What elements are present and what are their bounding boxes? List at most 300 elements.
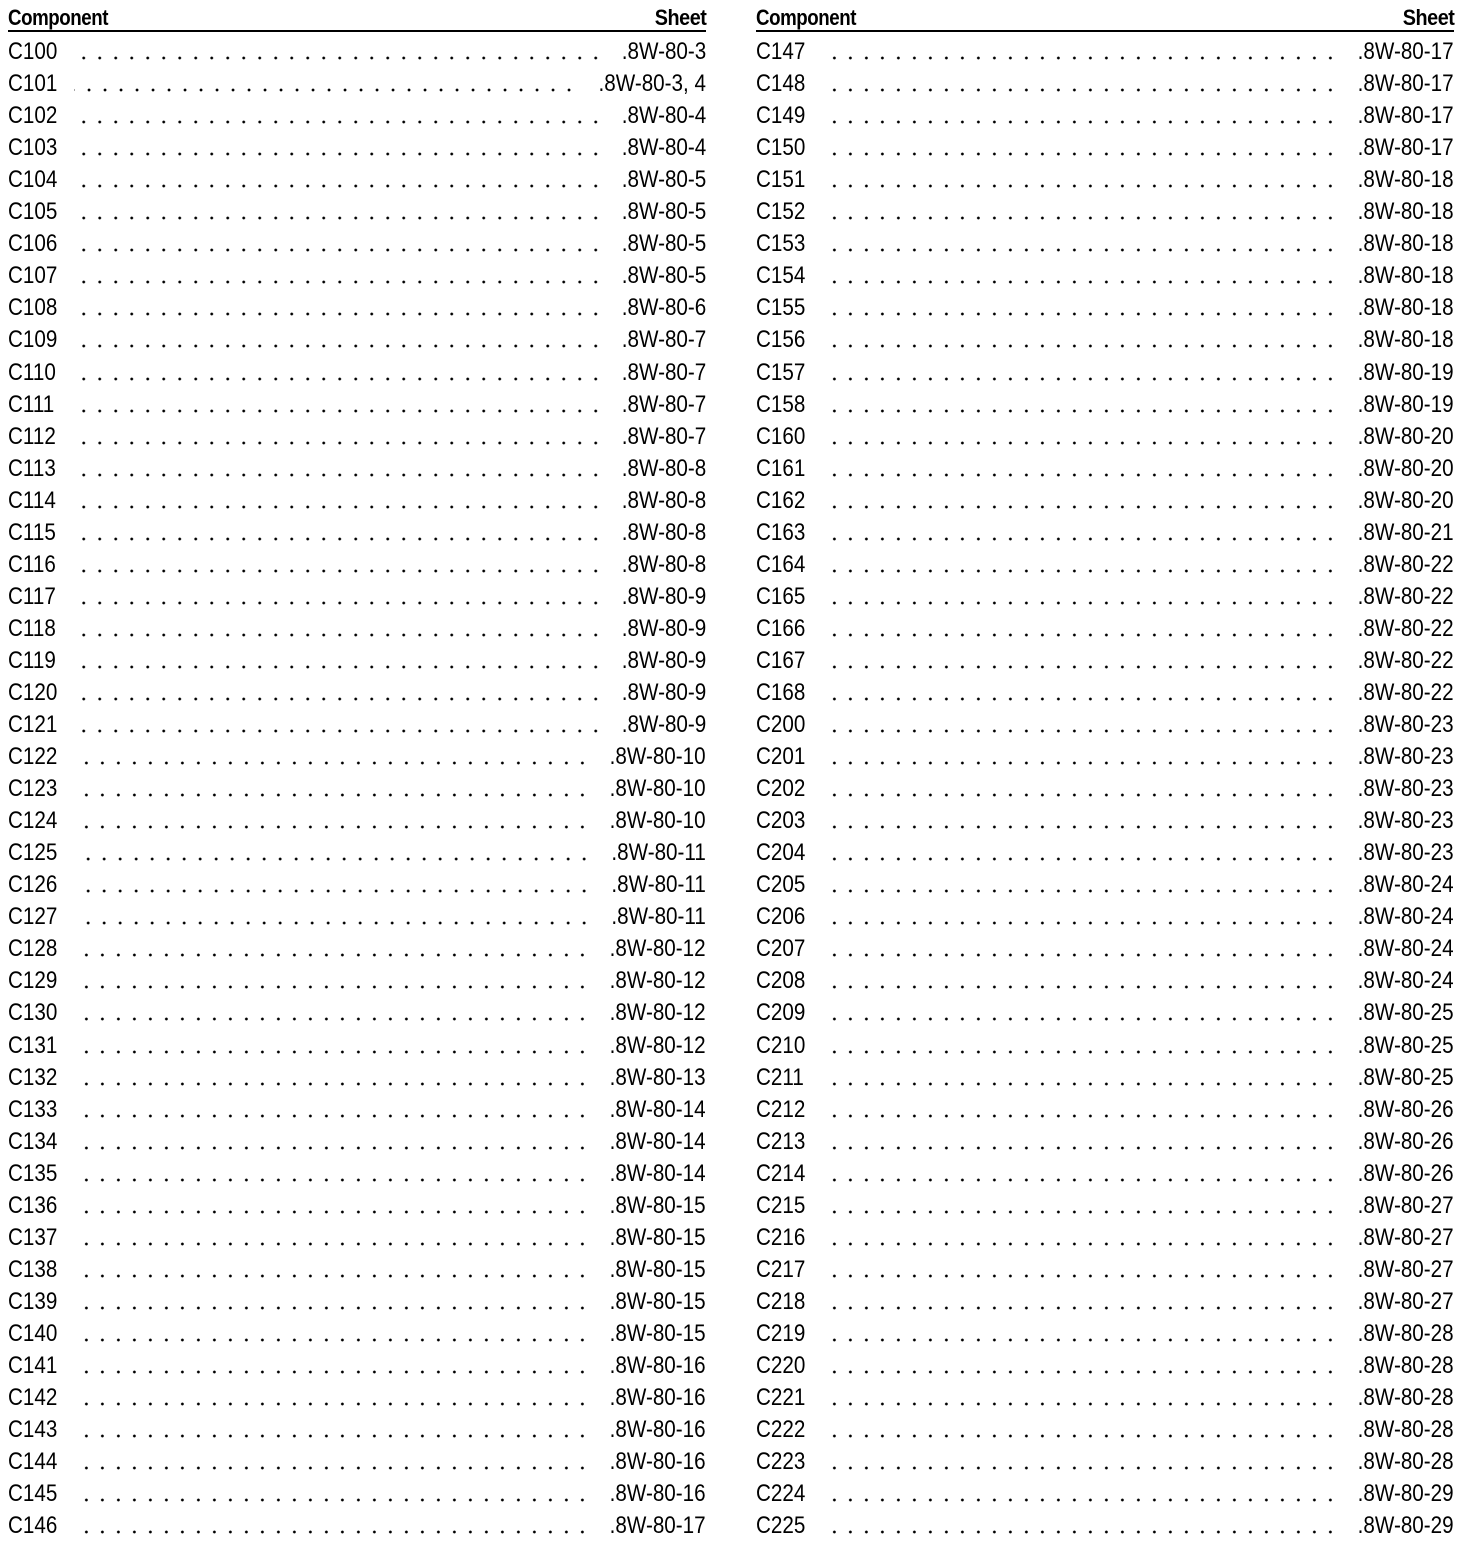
dot-leader: [74, 1082, 590, 1086]
sheet-reference: .8W-80-22: [1358, 646, 1454, 674]
index-row: [8, 803, 706, 835]
sheet-reference: .8W-80-23: [1358, 711, 1454, 739]
index-row: [756, 419, 1454, 451]
sheet-reference: .8W-80-20: [1358, 486, 1454, 514]
sheet-reference: .8W-80-29: [1358, 1512, 1454, 1540]
sheet-reference: .8W-80-8: [621, 518, 706, 546]
sheet-reference: .8W-80-12: [610, 967, 706, 995]
component-id: C106: [8, 230, 58, 258]
sheet-reference: .8W-80-24: [1358, 903, 1454, 931]
component-id: C203: [756, 807, 806, 835]
component-id: C167: [756, 646, 806, 674]
sheet-reference: .8W-80-6: [621, 294, 706, 322]
index-row: [8, 387, 706, 419]
component-id: C138: [8, 1255, 58, 1283]
dot-leader: [74, 537, 604, 541]
index-row: [756, 611, 1454, 643]
right-component-list: [756, 34, 1454, 1540]
component-id: C162: [756, 486, 806, 514]
sheet-reference: .8W-80-21: [1358, 518, 1454, 546]
component-id: C214: [756, 1159, 806, 1187]
dot-leader: [822, 665, 1338, 669]
sheet-reference: .8W-80-14: [610, 1095, 706, 1123]
sheet-reference: .8W-80-22: [1358, 582, 1454, 610]
index-row: [756, 1316, 1454, 1348]
component-id: C205: [756, 871, 806, 899]
component-id: C117: [8, 582, 56, 610]
sheet-reference: .8W-80-7: [621, 390, 706, 418]
component-id: C129: [8, 967, 58, 995]
dot-leader: [822, 1306, 1338, 1310]
sheet-reference: .8W-80-18: [1358, 198, 1454, 226]
sheet-reference: .8W-80-14: [610, 1127, 706, 1155]
dot-leader: [822, 505, 1338, 509]
component-id: C121: [8, 711, 58, 739]
index-row: [756, 1252, 1454, 1284]
index-row: [8, 1252, 706, 1284]
dot-leader: [74, 1017, 590, 1021]
component-id: C127: [8, 903, 58, 931]
sheet-reference: .8W-80-15: [610, 1223, 706, 1251]
component-id: C128: [8, 935, 58, 963]
sheet-reference: .8W-80-23: [1358, 775, 1454, 803]
dot-leader: [74, 1530, 590, 1534]
index-row: [756, 1092, 1454, 1124]
index-row: [8, 515, 706, 547]
dot-leader: [74, 1146, 590, 1150]
component-id: C124: [8, 807, 58, 835]
sheet-reference: .8W-80-25: [1358, 999, 1454, 1027]
index-row: [8, 1060, 706, 1092]
sheet-reference: .8W-80-9: [621, 646, 706, 674]
index-row: [756, 1156, 1454, 1188]
sheet-reference: .8W-80-7: [621, 326, 706, 354]
dot-leader: [822, 1114, 1338, 1118]
dot-leader: [74, 1178, 590, 1182]
component-id: C136: [8, 1191, 58, 1219]
component-id: C105: [8, 198, 58, 226]
sheet-reference: .8W-80-18: [1358, 166, 1454, 194]
dot-leader: [74, 248, 604, 252]
component-id: C109: [8, 326, 58, 354]
dot-leader: [822, 601, 1338, 605]
dot-leader: [74, 857, 592, 861]
dot-leader: [822, 152, 1338, 156]
component-id: C168: [756, 678, 806, 706]
component-id: C103: [8, 134, 58, 162]
sheet-reference: .8W-80-22: [1358, 678, 1454, 706]
dot-leader: [74, 1210, 590, 1214]
dot-leader: [74, 1338, 590, 1342]
dot-leader: [822, 56, 1338, 60]
component-id: C224: [756, 1480, 806, 1508]
sheet-reference: .8W-80-16: [610, 1480, 706, 1508]
sheet-reference: .8W-80-3: [621, 38, 706, 66]
dot-leader: [74, 152, 604, 156]
sheet-reference: .8W-80-11: [611, 903, 706, 931]
component-id: C139: [8, 1287, 58, 1315]
dot-leader: [74, 280, 604, 284]
index-row: [8, 1380, 706, 1412]
index-row: [8, 611, 706, 643]
index-row: [756, 1348, 1454, 1380]
dot-leader: [822, 1498, 1338, 1502]
sheet-reference: .8W-80-23: [1358, 743, 1454, 771]
sheet-reference: .8W-80-5: [621, 262, 706, 290]
sheet-reference: .8W-80-10: [610, 743, 706, 771]
sheet-reference: .8W-80-9: [621, 582, 706, 610]
sheet-reference: .8W-80-15: [610, 1191, 706, 1219]
sheet-reference: .8W-80-8: [621, 454, 706, 482]
index-row: [756, 34, 1454, 66]
sheet-header: Sheet: [1402, 5, 1454, 30]
index-row: [8, 483, 706, 515]
dot-leader: [74, 120, 604, 124]
dot-leader: [74, 761, 590, 765]
sheet-reference: .8W-80-23: [1358, 807, 1454, 835]
component-id: C215: [756, 1191, 806, 1219]
sheet-reference: .8W-80-15: [610, 1319, 706, 1347]
dot-leader: [822, 280, 1338, 284]
index-row: [756, 1508, 1454, 1540]
index-row: [756, 258, 1454, 290]
dot-leader: [822, 184, 1338, 188]
component-id: C135: [8, 1159, 58, 1187]
dot-leader: [74, 409, 604, 413]
dot-leader: [822, 1434, 1338, 1438]
dot-leader: [822, 1050, 1338, 1054]
sheet-reference: .8W-80-17: [1358, 38, 1454, 66]
dot-leader: [74, 1498, 590, 1502]
index-row: [8, 1124, 706, 1156]
index-row: [8, 98, 706, 130]
right-column: [756, 2, 1454, 1540]
sheet-reference: .8W-80-28: [1358, 1384, 1454, 1412]
sheet-reference: .8W-80-11: [611, 839, 706, 867]
sheet-reference: .8W-80-5: [621, 230, 706, 258]
sheet-reference: .8W-80-26: [1358, 1095, 1454, 1123]
component-id: C209: [756, 999, 806, 1027]
component-id: C100: [8, 38, 58, 66]
component-id: C148: [756, 70, 806, 98]
index-row: [756, 1444, 1454, 1476]
component-id: C155: [756, 294, 806, 322]
index-row: [756, 66, 1454, 98]
dot-leader: [822, 985, 1338, 989]
component-id: C120: [8, 678, 58, 706]
index-row: [756, 963, 1454, 995]
index-row: [756, 1060, 1454, 1092]
dot-leader: [74, 921, 592, 925]
sheet-reference: .8W-80-9: [621, 711, 706, 739]
sheet-reference: .8W-80-4: [621, 134, 706, 162]
sheet-reference: .8W-80-13: [610, 1063, 706, 1091]
index-row: [756, 290, 1454, 322]
sheet-reference: .8W-80-10: [610, 807, 706, 835]
left-column: [8, 2, 706, 1540]
component-id: C216: [756, 1223, 806, 1251]
index-row: [756, 515, 1454, 547]
component-id: C143: [8, 1416, 58, 1444]
index-row: [756, 483, 1454, 515]
index-row: [8, 899, 706, 931]
component-id: C200: [756, 711, 806, 739]
dot-leader: [74, 793, 590, 797]
index-row: [8, 162, 706, 194]
dot-leader: [822, 1146, 1338, 1150]
component-id: C207: [756, 935, 806, 963]
component-id: C119: [8, 646, 56, 674]
sheet-reference: .8W-80-16: [610, 1448, 706, 1476]
component-id: C102: [8, 102, 58, 130]
component-id: C206: [756, 903, 806, 931]
index-row: [756, 1027, 1454, 1059]
component-id: C137: [8, 1223, 58, 1251]
dot-leader: [822, 1082, 1338, 1086]
dot-leader: [74, 729, 604, 733]
sheet-reference: .8W-80-19: [1358, 358, 1454, 386]
dot-leader: [74, 1114, 590, 1118]
component-id: C154: [756, 262, 806, 290]
component-id: C161: [756, 454, 806, 482]
component-id: C101: [8, 70, 58, 98]
dot-leader: [822, 1402, 1338, 1406]
sheet-reference: .8W-80-17: [1358, 102, 1454, 130]
sheet-reference: .8W-80-24: [1358, 871, 1454, 899]
sheet-reference: .8W-80-7: [621, 422, 706, 450]
component-id: C114: [8, 486, 56, 514]
index-row: [756, 354, 1454, 386]
dot-leader: [74, 377, 604, 381]
dot-leader: [74, 473, 604, 477]
index-row: [8, 931, 706, 963]
component-id: C149: [756, 102, 806, 130]
dot-leader: [74, 88, 577, 92]
dot-leader: [822, 1530, 1338, 1534]
dot-leader: [822, 1370, 1338, 1374]
sheet-reference: .8W-80-27: [1358, 1191, 1454, 1219]
dot-leader: [822, 312, 1338, 316]
index-row: [756, 931, 1454, 963]
component-id: C217: [756, 1255, 806, 1283]
index-row: [8, 1188, 706, 1220]
sheet-reference: .8W-80-18: [1358, 326, 1454, 354]
dot-leader: [74, 697, 604, 701]
index-row: [8, 547, 706, 579]
component-id: C147: [756, 38, 806, 66]
index-row: [756, 98, 1454, 130]
sheet-reference: .8W-80-18: [1358, 262, 1454, 290]
index-row: [756, 322, 1454, 354]
dot-leader: [822, 1338, 1338, 1342]
component-id: C112: [8, 422, 56, 450]
index-row: [756, 643, 1454, 675]
index-row: [756, 899, 1454, 931]
index-row: [756, 739, 1454, 771]
dot-leader: [74, 665, 604, 669]
index-row: [756, 162, 1454, 194]
index-row: [8, 1316, 706, 1348]
sheet-reference: .8W-80-28: [1358, 1351, 1454, 1379]
sheet-reference: .8W-80-24: [1358, 935, 1454, 963]
dot-leader: [74, 1242, 590, 1246]
sheet-reference: .8W-80-17: [610, 1512, 706, 1540]
component-id: C213: [756, 1127, 806, 1155]
dot-leader: [74, 505, 604, 509]
component-id: C130: [8, 999, 58, 1027]
sheet-reference: .8W-80-14: [610, 1159, 706, 1187]
component-id: C125: [8, 839, 58, 867]
component-id: C160: [756, 422, 806, 450]
dot-leader: [74, 825, 590, 829]
index-row: [756, 1220, 1454, 1252]
sheet-reference: .8W-80-18: [1358, 294, 1454, 322]
component-id: C145: [8, 1480, 58, 1508]
dot-leader: [822, 729, 1338, 733]
dot-leader: [74, 569, 604, 573]
index-row: [8, 258, 706, 290]
dot-leader: [74, 601, 604, 605]
index-row: [8, 1156, 706, 1188]
sheet-reference: .8W-80-15: [610, 1255, 706, 1283]
index-row: [8, 1092, 706, 1124]
dot-leader: [822, 569, 1338, 573]
index-row: [8, 1508, 706, 1540]
index-row: [756, 1284, 1454, 1316]
dot-leader: [74, 441, 604, 445]
dot-leader: [822, 1178, 1338, 1182]
index-row: [8, 1284, 706, 1316]
index-row: [756, 1124, 1454, 1156]
sheet-reference: .8W-80-22: [1358, 550, 1454, 578]
sheet-reference: .8W-80-20: [1358, 454, 1454, 482]
sheet-reference: .8W-80-19: [1358, 390, 1454, 418]
sheet-reference: .8W-80-26: [1358, 1127, 1454, 1155]
dot-leader: [822, 921, 1338, 925]
dot-leader: [74, 312, 604, 316]
sheet-reference: .8W-80-26: [1358, 1159, 1454, 1187]
index-row: [756, 130, 1454, 162]
sheet-reference: .8W-80-25: [1358, 1063, 1454, 1091]
index-row: [8, 579, 706, 611]
dot-leader: [822, 1210, 1338, 1214]
component-id: C153: [756, 230, 806, 258]
dot-leader: [822, 216, 1338, 220]
sheet-reference: .8W-80-22: [1358, 614, 1454, 642]
sheet-reference: .8W-80-27: [1358, 1223, 1454, 1251]
sheet-header: Sheet: [654, 5, 706, 30]
index-row: [756, 1476, 1454, 1508]
component-id: C111: [8, 390, 55, 418]
component-id: C123: [8, 775, 58, 803]
component-id: C133: [8, 1095, 58, 1123]
dot-leader: [74, 1274, 590, 1278]
index-row: [756, 547, 1454, 579]
component-id: C132: [8, 1063, 58, 1091]
dot-leader: [822, 344, 1338, 348]
index-row: [8, 995, 706, 1027]
component-id: C202: [756, 775, 806, 803]
sheet-reference: .8W-80-17: [1358, 134, 1454, 162]
sheet-reference: .8W-80-12: [610, 999, 706, 1027]
component-id: C122: [8, 743, 58, 771]
dot-leader: [822, 825, 1338, 829]
component-id: C108: [8, 294, 58, 322]
index-row: [8, 226, 706, 258]
index-row: [756, 771, 1454, 803]
component-id: C110: [8, 358, 56, 386]
sheet-reference: .8W-80-7: [621, 358, 706, 386]
component-id: C211: [756, 1063, 804, 1091]
sheet-reference: .8W-80-5: [621, 166, 706, 194]
dot-leader: [822, 537, 1338, 541]
dot-leader: [822, 120, 1338, 124]
dot-leader: [822, 1466, 1338, 1470]
sheet-reference: .8W-80-28: [1358, 1416, 1454, 1444]
sheet-reference: .8W-80-5: [621, 198, 706, 226]
index-row: [8, 1027, 706, 1059]
dot-leader: [822, 697, 1338, 701]
index-row: [8, 771, 706, 803]
component-id: C141: [8, 1351, 58, 1379]
sheet-reference: .8W-80-8: [621, 486, 706, 514]
index-row: [756, 579, 1454, 611]
index-row: [8, 354, 706, 386]
index-row: [8, 451, 706, 483]
component-id: C126: [8, 871, 58, 899]
sheet-reference: .8W-80-23: [1358, 839, 1454, 867]
index-row: [8, 739, 706, 771]
dot-leader: [74, 953, 590, 957]
index-row: [8, 194, 706, 226]
dot-leader: [822, 88, 1338, 92]
component-id: C113: [8, 454, 56, 482]
dot-leader: [74, 1466, 590, 1470]
sheet-reference: .8W-80-3, 4: [598, 70, 706, 98]
sheet-reference: .8W-80-27: [1358, 1255, 1454, 1283]
dot-leader: [822, 377, 1338, 381]
component-id: C104: [8, 166, 58, 194]
index-row: [8, 675, 706, 707]
dot-leader: [822, 633, 1338, 637]
component-id: C115: [8, 518, 56, 546]
index-row: [756, 835, 1454, 867]
index-row: [8, 419, 706, 451]
index-row: [8, 322, 706, 354]
component-id: C151: [756, 166, 806, 194]
index-row: [756, 995, 1454, 1027]
index-row: [756, 675, 1454, 707]
index-row: [8, 1444, 706, 1476]
dot-leader: [822, 793, 1338, 797]
index-row: [756, 194, 1454, 226]
component-header: Component: [8, 5, 109, 30]
sheet-reference: .8W-80-4: [621, 102, 706, 130]
index-row: [8, 707, 706, 739]
index-row: [756, 1412, 1454, 1444]
index-row: [8, 867, 706, 899]
dot-leader: [822, 473, 1338, 477]
dot-leader: [74, 633, 604, 637]
dot-leader: [74, 184, 604, 188]
index-row: [8, 643, 706, 675]
dot-leader: [74, 1434, 590, 1438]
component-id: C210: [756, 1031, 806, 1059]
index-row: [8, 1476, 706, 1508]
left-column-header: [8, 2, 706, 32]
sheet-reference: .8W-80-9: [621, 614, 706, 642]
component-id: C142: [8, 1384, 58, 1412]
